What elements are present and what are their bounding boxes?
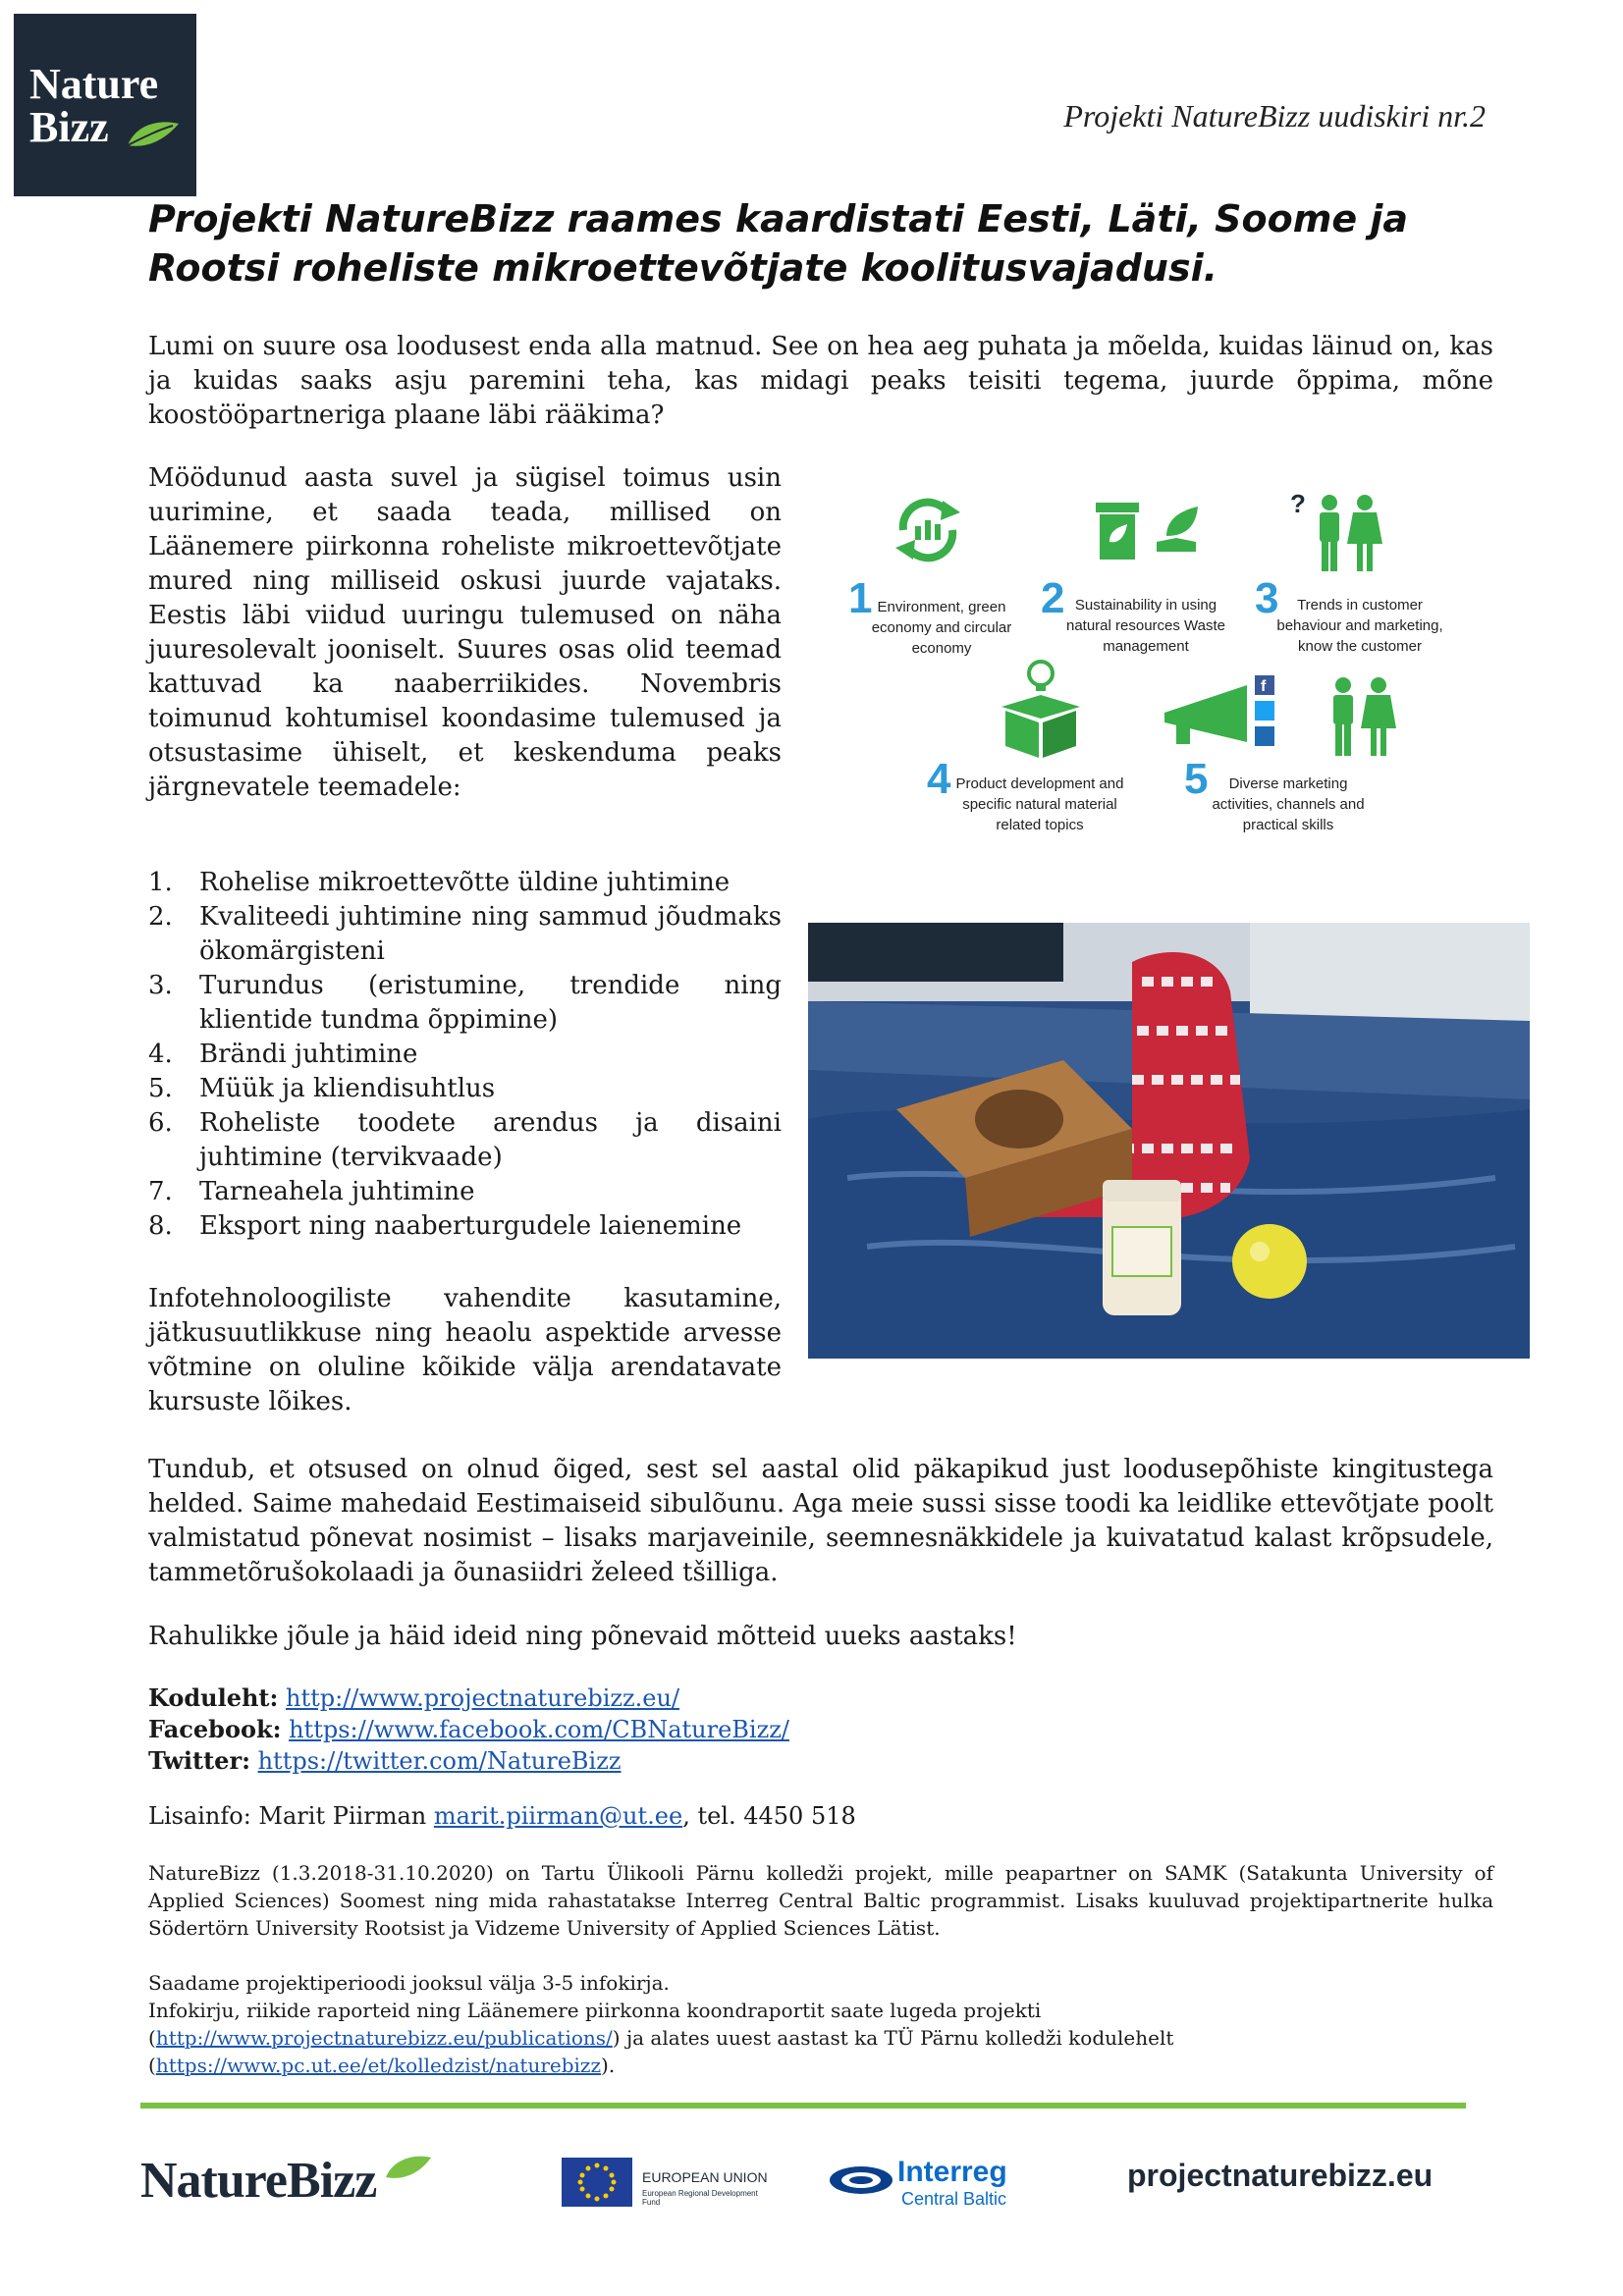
info-middle-text: ja alates uuest aastast ka TÜ Pärnu kolledži kodulehelt: [620, 2026, 1174, 2050]
list-item: [148, 1072, 782, 1106]
contact-email-link[interactable]: marit.piirman@ut.ee: [433, 1802, 683, 1830]
product-box-icon: [992, 654, 1090, 762]
list-item-text: Müük ja kliendisuhtlus: [199, 1074, 496, 1103]
leaf-icon: [382, 2152, 435, 2185]
list-item-number: 6.: [148, 1108, 173, 1138]
gift-sock-illustration: [808, 923, 1530, 1359]
list-item-text: Tarneahela juhtimine: [199, 1177, 475, 1206]
contact-info: [148, 1802, 856, 1830]
gifts-paragraph: Tundub, et otsused on olnud õiged, sest sel aastal olid päkapikud just loodusepõhiste kingitustega helded. Saime mahedaid Eestimaiseid sibulõunu. Aga meie sussi sisse toodi ka leidlike ettevõtjate poolt valmistatud põnevat nosimist – lisaks marjaveinile, seemnesnäkkidele ja kuivatatud kalast krõpsudele, tammetõrušokolaadi ja õunasiidri želeed tšilliga.: [148, 1455, 1493, 1587]
topic-list: [148, 866, 782, 1244]
facebook-link[interactable]: https://www.facebook.com/CBNatureBizz/: [289, 1716, 789, 1743]
interreg-logo: [827, 2156, 1053, 2213]
naturebizz-logo: [14, 14, 196, 196]
twitter-link-row: [148, 1745, 789, 1777]
contact-phone: , tel. 4450 518: [682, 1802, 856, 1830]
paren-open: (: [148, 2054, 156, 2077]
infographic-item-label: Sustainability in using natural resources Waste management: [1065, 597, 1225, 655]
infographic-number: 4: [927, 755, 951, 803]
list-item: [148, 1106, 782, 1175]
info-line-4: [148, 2052, 1493, 2079]
paren-close-end: ).: [601, 2054, 616, 2077]
list-item: [148, 1038, 782, 1072]
list-item-number: 4.: [148, 1040, 173, 1069]
paren-open: (: [148, 2026, 156, 2050]
homepage-link[interactable]: http://www.projectnaturebizz.eu/: [286, 1684, 680, 1712]
infographic-item-label: Trends in customer behaviour and marketing, know the customer: [1276, 597, 1443, 655]
infographic-number: 2: [1041, 574, 1065, 622]
leaf-icon: [124, 116, 183, 155]
list-item: [148, 1175, 782, 1209]
infographic-item-label: Environment, green economy and circular economy: [871, 599, 1012, 657]
list-item-text: Brändi juhtimine: [199, 1040, 418, 1069]
footer-divider: [140, 2103, 1466, 2109]
eu-label: EUROPEAN UNION: [642, 2169, 768, 2185]
list-item-text: Roheliste toodete arendus ja disaini juhtimine (tervikvaade): [199, 1108, 782, 1172]
footer-naturebizz-logo: [140, 2152, 435, 2210]
list-item-number: 8.: [148, 1211, 173, 1241]
list-item-number: 1.: [148, 868, 173, 897]
logo-line-2: Bizz: [29, 103, 109, 151]
college-page-link[interactable]: https://www.pc.ut.ee/et/kolledzist/naturebizz: [155, 2054, 602, 2077]
infographic-item-label: Diverse marketing activities, channels and practical skills: [1212, 775, 1365, 833]
interreg-ellipse-icon: [827, 2163, 895, 2197]
info-line-2: Infokirju, riikide raporteid ning Läänemere piirkonna koondraportit saate lugeda projekti: [148, 1999, 1042, 2022]
list-item-text: Rohelise mikroettevõtte üldine juhtimine: [199, 868, 730, 897]
article-headline: Projekti NatureBizz raames kaardistati Eesti, Läti, Soome ja Rootsi roheliste mikroettevõtjate koolitusvajadusi.: [148, 197, 1409, 290]
customers-icon: [1286, 489, 1394, 577]
svg-text:f: f: [1261, 678, 1267, 695]
list-item-text: Turundus (eristumine, trendide ning klientide tundma õppimine): [199, 971, 782, 1035]
holiday-wishes: Rahulikke jõule ja häid ideid ning põnevaid mõtteid uueks aastaks!: [148, 1622, 1017, 1651]
circular-economy-icon: [884, 491, 972, 569]
list-item-number: 3.: [148, 971, 173, 1000]
intro-paragraph: Lumi on suure osa loodusest enda alla matnud. See on hea aeg puhata ja mõelda, kuidas läinud on, kas ja kuidas saaks asju paremini teha, kas midagi peaks teisiti tegema, juurde õppima, mõne koostööpartneriga plaane läbi rääkima?: [148, 332, 1493, 430]
contact-prefix: Lisainfo: Marit Piirman: [148, 1802, 427, 1830]
audience-icon: [1324, 673, 1402, 762]
infographic-number: 1: [848, 574, 873, 622]
info-line-3: [148, 2024, 1493, 2052]
eu-funding-logo: [562, 2156, 768, 2213]
list-item-text: Kvaliteedi juhtimine ning sammud jõudmaks ökomärgisteni: [199, 902, 782, 966]
list-item-text: Eksport ning naaberturgudele laienemine: [199, 1211, 742, 1241]
interreg-name: Interreg: [897, 2156, 1007, 2188]
facebook-label: Facebook:: [148, 1715, 282, 1743]
homepage-link-row: [148, 1682, 789, 1714]
training-needs-infographic: [844, 481, 1453, 854]
info-line-1: Saadame projektiperioodi jooksul välja 3-5 infokirja.: [148, 1971, 670, 1995]
research-paragraph: Möödunud aasta suvel ja sügisel toimus usin uurimine, et saada teada, millised on Läänemere piirkonna roheliste mikroettevõtjate mured ning milliseid oskusi juurde vajataks. Eestis läbi viidud uuringu tulemused on näha juuresolevalt jooniselt. Suures osas olid teemad kattuvad ka naaberriikides. Novembris toimunud kohtumisel koondasime tulemused ja otsustasime ühiselt, et keskenduma peaks järgnevatele teemadele:: [148, 463, 782, 802]
newsletter-title: Projekti NatureBizz uudiskiri nr.2: [1063, 98, 1486, 133]
eu-fund-label: European Regional Development Fund: [642, 2189, 758, 2207]
twitter-label: Twitter:: [148, 1746, 250, 1775]
it-paragraph: Infotehnoloogiliste vahendite kasutamine, jätkusuutlikkuse ning heaolu aspektide arvesse võtmine on oluline kõikide välja arendatavate kursuste lõikes.: [148, 1284, 782, 1416]
homepage-label: Koduleht:: [148, 1683, 279, 1712]
interreg-program: Central Baltic: [901, 2189, 1007, 2209]
list-item: [148, 1209, 782, 1244]
logo-line-1: Nature: [29, 60, 159, 108]
footer-website[interactable]: projectnaturebizz.eu: [1127, 2158, 1434, 2193]
twitter-link[interactable]: https://twitter.com/NatureBizz: [257, 1747, 622, 1775]
publications-link[interactable]: http://www.projectnaturebizz.eu/publications/: [155, 2026, 613, 2050]
infographic-number: 5: [1184, 755, 1209, 803]
list-item: [148, 900, 782, 969]
footer-brand-text: NatureBizz: [140, 2153, 377, 2209]
facebook-link-row: [148, 1714, 789, 1745]
list-item: [148, 866, 782, 900]
list-item-number: 7.: [148, 1177, 173, 1206]
gift-sock-photo: [808, 923, 1530, 1359]
infographic-number: 3: [1255, 574, 1279, 622]
marketing-megaphone-icon: [1159, 673, 1306, 762]
list-item: [148, 969, 782, 1038]
project-links: [148, 1682, 789, 1777]
project-about: NatureBizz (1.3.2018-31.10.2020) on Tartu Ülikooli Pärnu kolledži projekt, mille peapartner on SAMK (Satakunta University of Applied Sciences) Soomest ning mida rahastatakse Interreg Central Baltic programmist. Lisaks kuuluvad projektipartnerite hulka Södertörn University Rootsist ja Vidzeme University of Applied Sciences Lätist.: [148, 1861, 1493, 1940]
svg-text:?: ?: [1290, 489, 1306, 518]
infographic-item-label: Product development and specific natural material related topics: [955, 775, 1124, 833]
newsletter-info: [148, 1969, 1493, 2079]
paren-close: ): [612, 2026, 621, 2050]
list-item-number: 5.: [148, 1074, 173, 1103]
waste-bin-icon: [1088, 493, 1206, 571]
list-item-number: 2.: [148, 902, 173, 932]
